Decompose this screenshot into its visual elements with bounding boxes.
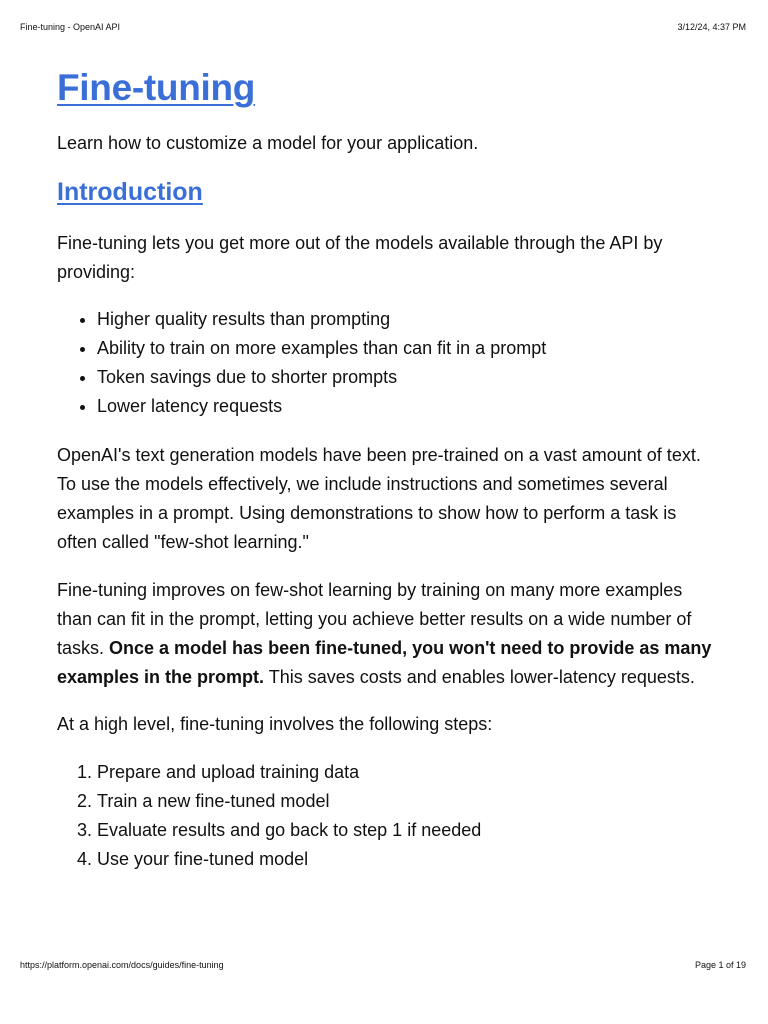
intro-paragraph-4: At a high level, fine-tuning involves the following steps: <box>57 714 493 734</box>
paragraph-3-bold: Once a model has been fine-tuned, you won't need to provide as many examples in the prompt. <box>57 638 712 687</box>
list-item: 2. Train a new fine-tuned model <box>97 787 717 816</box>
list-item: • Lower latency requests <box>97 392 717 421</box>
print-header-title: Fine-tuning - OpenAI API <box>20 22 121 32</box>
paragraph-3-start: Fine-tuning improves on few-shot learning by training on many more examples than can fit in the prompt, letting you achieve better results on a wide number of tasks. <box>57 580 692 658</box>
list-item: 1. Prepare and upload training data <box>97 758 717 787</box>
steps-list <box>57 758 717 874</box>
list-item: • Higher quality results than prompting <box>97 305 717 334</box>
list-item: • Ability to train on more examples than can fit in a prompt <box>97 334 717 363</box>
page-content <box>57 64 717 874</box>
list-item: 4. Use your fine-tuned model <box>97 845 717 874</box>
print-header-datetime: 3/12/24, 4:37 PM <box>677 22 746 32</box>
print-footer <box>20 960 746 970</box>
intro-paragraph-1: Fine-tuning lets you get more out of the models available through the API by providing: <box>57 233 663 282</box>
list-item: • Token savings due to shorter prompts <box>97 363 717 392</box>
print-header <box>20 22 746 32</box>
introduction-heading[interactable]: Introduction <box>57 178 203 206</box>
page-title[interactable]: Fine-tuning <box>57 67 256 108</box>
benefits-list <box>57 305 717 421</box>
page-subtitle: Learn how to customize a model for your application. <box>57 133 479 153</box>
intro-paragraph-2: OpenAI's text generation models have been pre-trained on a vast amount of text. To use the models effectively, we include instructions and sometimes several examples in a prompt. Using demonstrations to show how to perform a task is often called "few-shot learning." <box>57 445 701 552</box>
print-footer-url: https://platform.openai.com/docs/guides/fine-tuning <box>20 960 224 970</box>
print-footer-page-number: Page 1 of 19 <box>694 960 746 970</box>
paragraph-3-end: This saves costs and enables lower-latency requests. <box>264 667 695 687</box>
intro-paragraph-3 <box>57 576 717 692</box>
list-item: 3. Evaluate results and go back to step 1 if needed <box>97 816 717 845</box>
